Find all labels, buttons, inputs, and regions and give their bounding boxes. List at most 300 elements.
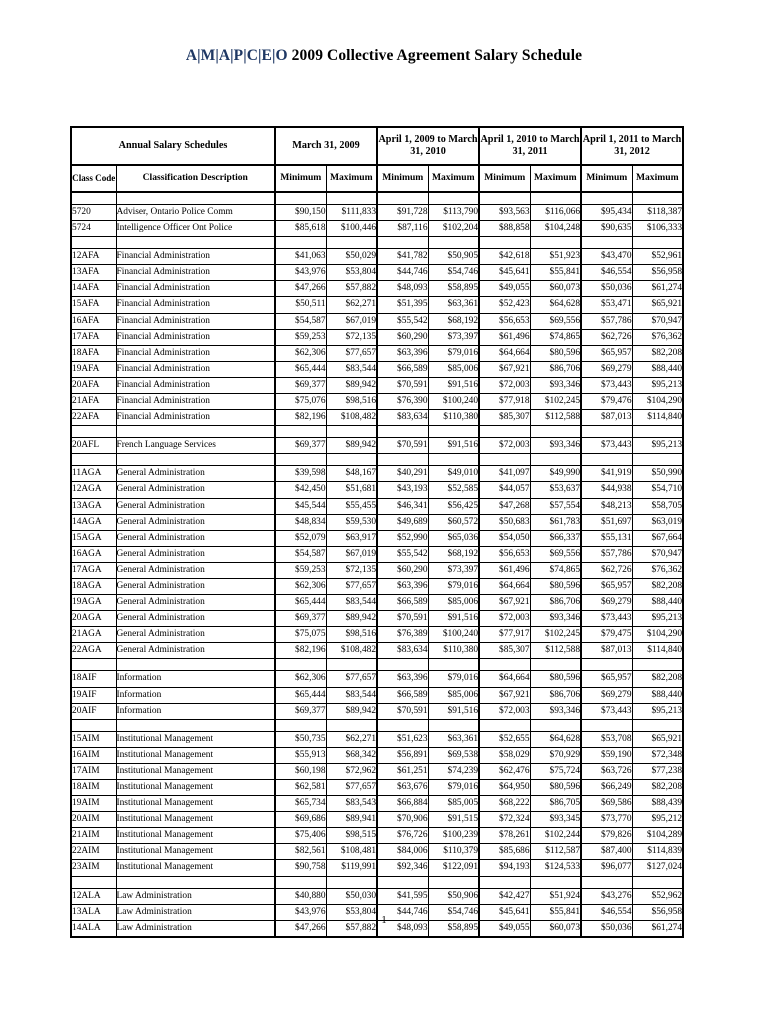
cell-max-2011: $93,346	[530, 703, 581, 719]
cell-max-2010: $63,361	[428, 297, 479, 313]
cell-min-2010: $66,589	[377, 687, 428, 703]
table-spacer-row	[71, 426, 683, 438]
cell-classification-description: General Administration	[116, 611, 275, 627]
table-row	[71, 205, 683, 221]
cell-classification-description: General Administration	[116, 643, 275, 659]
cell-min-2010: $49,689	[377, 514, 428, 530]
cell-max-2012: $70,947	[632, 546, 683, 562]
spacer-cell	[275, 659, 326, 671]
cell-min-2009: $65,734	[275, 796, 326, 812]
cell-max-2012: $82,208	[632, 671, 683, 687]
cell-class-code: 13AGA	[71, 498, 116, 514]
cell-class-code: 21AFA	[71, 394, 116, 410]
cell-min-2010: $55,542	[377, 546, 428, 562]
cell-max-2012: $82,208	[632, 578, 683, 594]
table-row	[71, 611, 683, 627]
cell-min-2011: $72,324	[479, 812, 530, 828]
cell-max-2012: $58,705	[632, 498, 683, 514]
cell-max-2010: $73,397	[428, 562, 479, 578]
cell-max-2011: $80,596	[530, 780, 581, 796]
header-min-2012: Minimum	[581, 165, 632, 192]
cell-classification-description: Financial Administration	[116, 345, 275, 361]
cell-min-2009: $75,076	[275, 394, 326, 410]
cell-min-2011: $64,950	[479, 780, 530, 796]
cell-min-2009: $45,544	[275, 498, 326, 514]
cell-min-2010: $51,395	[377, 297, 428, 313]
spacer-cell	[275, 426, 326, 438]
cell-max-2010: $73,397	[428, 329, 479, 345]
spacer-cell	[71, 454, 116, 466]
cell-min-2012: $73,443	[581, 703, 632, 719]
cell-max-2012: $52,961	[632, 249, 683, 265]
table-row	[71, 514, 683, 530]
spacer-cell	[275, 876, 326, 888]
cell-min-2011: $61,496	[479, 562, 530, 578]
cell-min-2009: $65,444	[275, 687, 326, 703]
cell-classification-description: French Language Services	[116, 438, 275, 454]
cell-min-2011: $54,050	[479, 530, 530, 546]
cell-max-2009: $72,135	[326, 562, 377, 578]
cell-min-2012: $73,443	[581, 377, 632, 393]
cell-max-2010: $122,091	[428, 860, 479, 876]
cell-min-2012: $48,213	[581, 498, 632, 514]
cell-max-2012: $88,440	[632, 361, 683, 377]
cell-min-2011: $64,664	[479, 345, 530, 361]
cell-max-2012: $95,213	[632, 438, 683, 454]
cell-min-2010: $87,116	[377, 221, 428, 237]
header-annual-salary-schedules: Annual Salary Schedules	[71, 127, 275, 165]
cell-max-2009: $59,530	[326, 514, 377, 530]
cell-max-2010: $85,006	[428, 361, 479, 377]
cell-min-2012: $66,249	[581, 780, 632, 796]
cell-min-2009: $69,377	[275, 703, 326, 719]
cell-classification-description: General Administration	[116, 530, 275, 546]
spacer-cell	[116, 192, 275, 205]
cell-min-2010: $46,341	[377, 498, 428, 514]
spacer-cell	[428, 426, 479, 438]
cell-classification-description: Institutional Management	[116, 747, 275, 763]
cell-class-code: 19AIF	[71, 687, 116, 703]
cell-min-2011: $61,496	[479, 329, 530, 345]
cell-max-2009: $89,942	[326, 703, 377, 719]
cell-min-2011: $64,664	[479, 671, 530, 687]
cell-min-2009: $75,406	[275, 828, 326, 844]
spacer-cell	[479, 719, 530, 731]
cell-max-2012: $50,990	[632, 466, 683, 482]
cell-min-2010: $66,884	[377, 796, 428, 812]
cell-min-2011: $72,003	[479, 611, 530, 627]
cell-max-2009: $98,516	[326, 394, 377, 410]
cell-min-2010: $83,634	[377, 643, 428, 659]
table-row	[71, 844, 683, 860]
cell-max-2011: $53,637	[530, 482, 581, 498]
cell-max-2010: $56,425	[428, 498, 479, 514]
cell-max-2009: $72,962	[326, 763, 377, 779]
table-row	[71, 562, 683, 578]
cell-max-2009: $57,882	[326, 920, 377, 937]
spacer-cell	[530, 454, 581, 466]
cell-max-2012: $118,387	[632, 205, 683, 221]
cell-max-2011: $55,841	[530, 904, 581, 920]
header-max-2011: Maximum	[530, 165, 581, 192]
cell-min-2012: $63,726	[581, 763, 632, 779]
cell-max-2010: $110,379	[428, 844, 479, 860]
table-row	[71, 671, 683, 687]
cell-min-2010: $63,396	[377, 345, 428, 361]
spacer-cell	[326, 426, 377, 438]
cell-min-2012: $53,708	[581, 731, 632, 747]
cell-classification-description: Financial Administration	[116, 410, 275, 426]
cell-class-code: 14AFA	[71, 281, 116, 297]
cell-max-2009: $55,455	[326, 498, 377, 514]
cell-min-2010: $70,591	[377, 377, 428, 393]
spacer-cell	[632, 659, 683, 671]
cell-max-2012: $114,839	[632, 844, 683, 860]
cell-min-2012: $79,476	[581, 394, 632, 410]
cell-max-2011: $66,337	[530, 530, 581, 546]
cell-max-2010: $100,239	[428, 828, 479, 844]
cell-class-code: 18AGA	[71, 578, 116, 594]
cell-min-2012: $57,786	[581, 546, 632, 562]
cell-max-2009: $98,515	[326, 828, 377, 844]
cell-max-2011: $60,073	[530, 920, 581, 937]
cell-max-2011: $57,554	[530, 498, 581, 514]
spacer-cell	[479, 192, 530, 205]
cell-min-2012: $87,013	[581, 643, 632, 659]
page-number: 1	[381, 915, 387, 926]
cell-class-code: 16AFA	[71, 313, 116, 329]
cell-min-2009: $50,511	[275, 297, 326, 313]
cell-min-2010: $41,782	[377, 249, 428, 265]
cell-min-2010: $52,990	[377, 530, 428, 546]
cell-class-code: 18AIM	[71, 780, 116, 796]
cell-min-2009: $59,253	[275, 329, 326, 345]
spacer-cell	[116, 659, 275, 671]
cell-max-2012: $63,019	[632, 514, 683, 530]
cell-min-2012: $87,400	[581, 844, 632, 860]
table-row	[71, 643, 683, 659]
cell-max-2012: $76,362	[632, 562, 683, 578]
header-min-2009: Minimum	[275, 165, 326, 192]
cell-class-code: 11AGA	[71, 466, 116, 482]
table-row	[71, 828, 683, 844]
cell-max-2010: $102,204	[428, 221, 479, 237]
cell-max-2010: $100,240	[428, 394, 479, 410]
cell-min-2011: $72,003	[479, 377, 530, 393]
table-header	[71, 127, 683, 192]
cell-class-code: 12ALA	[71, 888, 116, 904]
cell-max-2012: $56,958	[632, 904, 683, 920]
cell-min-2010: $44,746	[377, 265, 428, 281]
cell-classification-description: General Administration	[116, 627, 275, 643]
cell-min-2010: $84,006	[377, 844, 428, 860]
cell-min-2011: $64,664	[479, 578, 530, 594]
cell-max-2011: $49,990	[530, 466, 581, 482]
header-max-2010: Maximum	[428, 165, 479, 192]
cell-min-2011: $50,683	[479, 514, 530, 530]
cell-class-code: 20AFA	[71, 377, 116, 393]
cell-classification-description: General Administration	[116, 595, 275, 611]
cell-min-2011: $72,003	[479, 438, 530, 454]
cell-max-2012: $114,840	[632, 410, 683, 426]
spacer-cell	[632, 719, 683, 731]
cell-min-2009: $90,150	[275, 205, 326, 221]
cell-min-2012: $50,036	[581, 281, 632, 297]
cell-class-code: 15AGA	[71, 530, 116, 546]
cell-min-2012: $65,957	[581, 578, 632, 594]
cell-max-2012: $95,212	[632, 812, 683, 828]
cell-min-2012: $87,013	[581, 410, 632, 426]
spacer-cell	[632, 237, 683, 249]
cell-min-2011: $49,055	[479, 920, 530, 937]
spacer-cell	[428, 659, 479, 671]
spacer-cell	[275, 454, 326, 466]
header-period-2011-2012: April 1, 2011 to March 31, 2012	[581, 127, 683, 165]
amapceo-acronym: A|M|A|P|C|E|O	[185, 47, 288, 64]
cell-min-2010: $48,093	[377, 281, 428, 297]
spacer-cell	[479, 659, 530, 671]
cell-min-2009: $69,377	[275, 438, 326, 454]
cell-min-2011: $47,268	[479, 498, 530, 514]
cell-min-2010: $63,676	[377, 780, 428, 796]
cell-class-code: 20AFL	[71, 438, 116, 454]
cell-max-2010: $79,016	[428, 780, 479, 796]
cell-class-code: 17AGA	[71, 562, 116, 578]
cell-max-2012: $95,213	[632, 377, 683, 393]
cell-min-2009: $60,198	[275, 763, 326, 779]
cell-classification-description: Financial Administration	[116, 297, 275, 313]
cell-max-2012: $95,213	[632, 703, 683, 719]
cell-max-2009: $108,481	[326, 844, 377, 860]
table-row	[71, 313, 683, 329]
cell-max-2011: $69,556	[530, 546, 581, 562]
cell-classification-description: Institutional Management	[116, 812, 275, 828]
cell-min-2012: $90,635	[581, 221, 632, 237]
cell-max-2011: $93,346	[530, 611, 581, 627]
cell-min-2011: $45,641	[479, 904, 530, 920]
table-row	[71, 265, 683, 281]
table-row	[71, 394, 683, 410]
cell-max-2010: $49,010	[428, 466, 479, 482]
cell-min-2011: $77,918	[479, 394, 530, 410]
table-spacer-row	[71, 192, 683, 205]
page-title	[0, 47, 768, 65]
cell-classification-description: Institutional Management	[116, 780, 275, 796]
cell-max-2009: $62,271	[326, 731, 377, 747]
cell-class-code: 23AIM	[71, 860, 116, 876]
spacer-cell	[581, 659, 632, 671]
cell-min-2009: $82,561	[275, 844, 326, 860]
cell-max-2009: $108,482	[326, 643, 377, 659]
cell-max-2010: $79,016	[428, 671, 479, 687]
cell-classification-description: Information	[116, 671, 275, 687]
cell-max-2009: $51,681	[326, 482, 377, 498]
cell-max-2012: $88,440	[632, 595, 683, 611]
spacer-cell	[326, 876, 377, 888]
header-classification-description: Classification Description	[116, 165, 275, 192]
cell-max-2009: $57,882	[326, 281, 377, 297]
header-group-row	[71, 127, 683, 165]
cell-classification-description: Information	[116, 687, 275, 703]
spacer-cell	[377, 454, 428, 466]
spacer-cell	[581, 237, 632, 249]
table-row	[71, 888, 683, 904]
table-row	[71, 731, 683, 747]
cell-classification-description: Financial Administration	[116, 361, 275, 377]
spacer-cell	[581, 719, 632, 731]
table-row	[71, 410, 683, 426]
cell-min-2011: $78,261	[479, 828, 530, 844]
cell-classification-description: Institutional Management	[116, 860, 275, 876]
cell-classification-description: Intelligence Officer Ont Police	[116, 221, 275, 237]
table-row	[71, 578, 683, 594]
cell-min-2011: $85,307	[479, 410, 530, 426]
cell-max-2012: $65,921	[632, 731, 683, 747]
cell-classification-description: Law Administration	[116, 920, 275, 937]
spacer-cell	[116, 426, 275, 438]
cell-min-2010: $56,891	[377, 747, 428, 763]
cell-min-2011: $44,057	[479, 482, 530, 498]
cell-max-2009: $77,657	[326, 345, 377, 361]
salary-schedule-table	[70, 126, 684, 938]
cell-min-2009: $62,306	[275, 578, 326, 594]
cell-class-code: 21AIM	[71, 828, 116, 844]
cell-class-code: 14ALA	[71, 920, 116, 937]
table-row	[71, 530, 683, 546]
cell-min-2010: $60,290	[377, 329, 428, 345]
cell-max-2010: $50,906	[428, 888, 479, 904]
cell-min-2011: $72,003	[479, 703, 530, 719]
spacer-cell	[530, 237, 581, 249]
table-row	[71, 780, 683, 796]
cell-class-code: 22AIM	[71, 844, 116, 860]
cell-min-2012: $95,434	[581, 205, 632, 221]
cell-max-2011: $64,628	[530, 731, 581, 747]
spacer-cell	[326, 192, 377, 205]
cell-max-2009: $77,657	[326, 780, 377, 796]
cell-min-2009: $69,686	[275, 812, 326, 828]
spacer-cell	[326, 454, 377, 466]
cell-max-2012: $67,664	[632, 530, 683, 546]
cell-min-2010: $63,396	[377, 578, 428, 594]
cell-max-2010: $65,036	[428, 530, 479, 546]
cell-max-2011: $112,588	[530, 643, 581, 659]
header-period-2009-2010: April 1, 2009 to March 31, 2010	[377, 127, 479, 165]
cell-max-2011: $64,628	[530, 297, 581, 313]
cell-class-code: 21AGA	[71, 627, 116, 643]
cell-max-2012: $106,333	[632, 221, 683, 237]
cell-min-2012: $79,826	[581, 828, 632, 844]
table-row	[71, 482, 683, 498]
cell-min-2010: $76,389	[377, 627, 428, 643]
cell-classification-description: General Administration	[116, 482, 275, 498]
cell-max-2012: $70,947	[632, 313, 683, 329]
cell-min-2009: $55,913	[275, 747, 326, 763]
spacer-cell	[479, 237, 530, 249]
cell-classification-description: Institutional Management	[116, 731, 275, 747]
cell-max-2012: $77,238	[632, 763, 683, 779]
cell-max-2010: $91,516	[428, 703, 479, 719]
cell-max-2010: $68,192	[428, 546, 479, 562]
cell-min-2010: $60,290	[377, 562, 428, 578]
spacer-cell	[632, 192, 683, 205]
cell-min-2009: $85,618	[275, 221, 326, 237]
cell-max-2009: $100,446	[326, 221, 377, 237]
cell-min-2011: $49,055	[479, 281, 530, 297]
table-row	[71, 281, 683, 297]
cell-max-2009: $83,544	[326, 687, 377, 703]
cell-max-2010: $63,361	[428, 731, 479, 747]
cell-min-2009: $43,976	[275, 904, 326, 920]
table-row	[71, 703, 683, 719]
cell-min-2009: $69,377	[275, 611, 326, 627]
header-period-2010-2011: April 1, 2010 to March 31, 2011	[479, 127, 581, 165]
cell-min-2011: $52,655	[479, 731, 530, 747]
cell-max-2012: $61,274	[632, 920, 683, 937]
cell-classification-description: General Administration	[116, 498, 275, 514]
cell-class-code: 15AIM	[71, 731, 116, 747]
spacer-cell	[377, 192, 428, 205]
cell-max-2009: $77,657	[326, 578, 377, 594]
header-period-2009: March 31, 2009	[275, 127, 377, 165]
header-sub-row	[71, 165, 683, 192]
cell-min-2010: $83,634	[377, 410, 428, 426]
cell-max-2011: $93,345	[530, 812, 581, 828]
cell-min-2009: $42,450	[275, 482, 326, 498]
cell-min-2010: $55,542	[377, 313, 428, 329]
cell-class-code: 22AFA	[71, 410, 116, 426]
spacer-cell	[581, 426, 632, 438]
cell-max-2009: $108,482	[326, 410, 377, 426]
cell-min-2010: $66,589	[377, 595, 428, 611]
spacer-cell	[377, 426, 428, 438]
spacer-cell	[116, 876, 275, 888]
spacer-cell	[530, 192, 581, 205]
cell-max-2009: $53,804	[326, 904, 377, 920]
spacer-cell	[377, 719, 428, 731]
cell-min-2011: $52,423	[479, 297, 530, 313]
cell-max-2011: $80,596	[530, 578, 581, 594]
spacer-cell	[377, 876, 428, 888]
cell-max-2012: $88,440	[632, 687, 683, 703]
cell-min-2012: $55,131	[581, 530, 632, 546]
spacer-cell	[71, 192, 116, 205]
table-body	[71, 192, 683, 937]
spacer-cell	[632, 454, 683, 466]
cell-min-2009: $52,079	[275, 530, 326, 546]
cell-max-2011: $102,245	[530, 394, 581, 410]
cell-max-2010: $91,515	[428, 812, 479, 828]
cell-class-code: 16AGA	[71, 546, 116, 562]
cell-min-2010: $51,623	[377, 731, 428, 747]
spacer-cell	[71, 426, 116, 438]
cell-min-2009: $54,587	[275, 546, 326, 562]
cell-min-2010: $44,746	[377, 904, 428, 920]
cell-min-2012: $65,957	[581, 671, 632, 687]
cell-max-2009: $53,804	[326, 265, 377, 281]
cell-max-2010: $91,516	[428, 377, 479, 393]
cell-max-2011: $80,596	[530, 671, 581, 687]
cell-min-2010: $70,591	[377, 438, 428, 454]
spacer-cell	[428, 237, 479, 249]
spacer-cell	[530, 719, 581, 731]
cell-class-code: 19AFA	[71, 361, 116, 377]
cell-class-code: 13ALA	[71, 904, 116, 920]
cell-class-code: 22AGA	[71, 643, 116, 659]
table-spacer-row	[71, 876, 683, 888]
cell-max-2012: $127,024	[632, 860, 683, 876]
cell-max-2012: $114,840	[632, 643, 683, 659]
